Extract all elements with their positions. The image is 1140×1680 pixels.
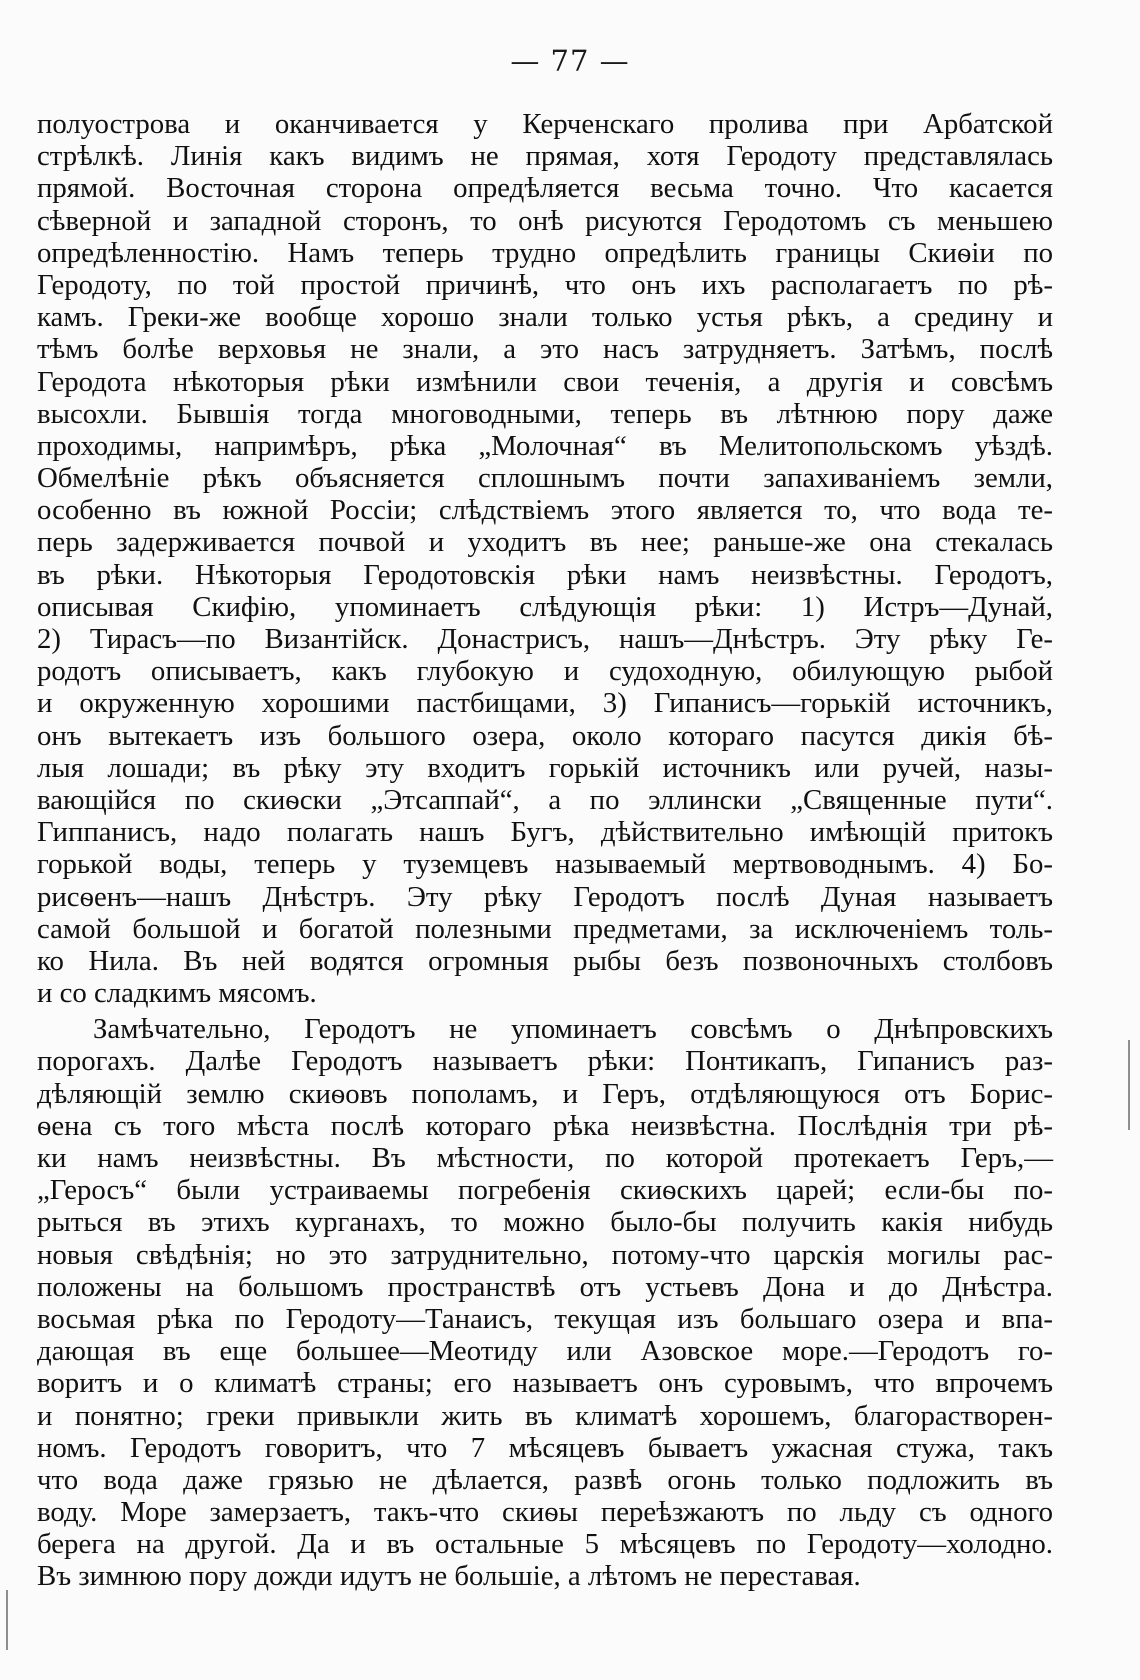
text-line: Гиппанисъ, надо полагать нашъ Бугъ, дѣйствительно имѣющій притокъ bbox=[37, 816, 1053, 849]
page-number: — 77 — bbox=[510, 44, 630, 78]
text-line: высохли. Бывшія тогда многоводными, теперь въ лѣтнюю пору даже bbox=[37, 397, 1053, 430]
text-line: номъ. Геродотъ говоритъ, что 7 мѣсяцевъ бываетъ ужасная стужа, такъ bbox=[37, 1431, 1053, 1464]
text-line: полуострова и оканчивается у Керченскаго пролива при Арбатской bbox=[37, 108, 1053, 140]
text-line: что вода даже грязью не дѣлается, развѣ огонь только подложить въ bbox=[37, 1463, 1053, 1496]
text-line: дѣляющій землю скиѳовъ пополамъ, и Геръ, отдѣляющуюся отъ Борис- bbox=[37, 1077, 1053, 1110]
text-line: Геродоту, по той простой причинѣ, что онъ ихъ располагаетъ по рѣ- bbox=[37, 268, 1053, 301]
text-line: Геродота нѣкоторыя рѣки измѣнили свои теченія, а другія и совсѣмъ bbox=[37, 365, 1053, 398]
text-line: вающійся по скиѳски „Этсаппай“, а по эллински „Священные пути“. bbox=[37, 783, 1053, 816]
text-line: стрѣлкѣ. Линія какъ видимъ не прямая, хотя Геродоту представлялась bbox=[37, 140, 1053, 173]
text-line: Въ зимнюю пору дожди идутъ не большіе, а лѣтомъ не переставая. bbox=[37, 1560, 861, 1593]
text-line: ко Нила. Въ ней водятся огромныя рыбы безъ позвоночныхъ столбовъ bbox=[37, 944, 1053, 977]
text-line: рыться въ этихъ курганахъ, то можно было-бы получить какія нибудь bbox=[37, 1206, 1053, 1239]
text-line: и понятно; греки привыкли жить въ климатѣ хорошемъ, благорастворен- bbox=[37, 1399, 1053, 1432]
text-line: въ рѣки. Нѣкоторыя Геродотовскія рѣки намъ неизвѣстны. Геродотъ, bbox=[37, 558, 1053, 591]
text-line: восьмая рѣка по Геродоту—Танаисъ, текущая изъ большаго озера и впа- bbox=[37, 1302, 1053, 1335]
text-line: берега на другой. Да и въ остальные 5 мѣсяцевъ по Геродоту—холодно. bbox=[37, 1528, 1053, 1561]
text-line: опредѣленностію. Намъ теперь трудно опредѣлить границы Скиѳіи по bbox=[37, 236, 1053, 269]
text-line: лыя лошади; въ рѣку эту входитъ горькій источникъ или ручей, назы- bbox=[37, 751, 1053, 784]
text-line: и со сладкимъ мясомъ. bbox=[37, 977, 317, 1010]
scan-edge-mark bbox=[6, 1590, 8, 1650]
text-line: особенно въ южной Россіи; слѣдствіемъ этого является то, что вода те- bbox=[37, 494, 1053, 527]
paragraph bbox=[37, 108, 1053, 1009]
paragraph bbox=[37, 1013, 1053, 1592]
text-line: описывая Скифію, упоминаетъ слѣдующія рѣки: 1) Истръ—Дунай, bbox=[37, 590, 1053, 623]
text-line: онъ вытекаетъ изъ большого озера, около котораго пасутся дикія бѣ- bbox=[37, 719, 1053, 752]
text-line: родотъ описываетъ, какъ глубокую и судоходную, обилующую рыбой bbox=[37, 655, 1053, 688]
text-line: воритъ и о климатѣ страны; его называетъ онъ суровымъ, что впрочемъ bbox=[37, 1367, 1053, 1400]
text-line: проходимы, напримѣръ, рѣка „Молочная“ въ Мелитопольскомъ уѣздѣ. bbox=[37, 429, 1053, 462]
text-line: горькой воды, теперь у туземцевъ называемый мертвоводнымъ. 4) Бо- bbox=[37, 848, 1053, 881]
body-text bbox=[37, 108, 1053, 1593]
text-line: Обмелѣніе рѣкъ объясняется сплошнымъ почти запахиваніемъ земли, bbox=[37, 462, 1053, 495]
text-line: перь задерживается почвой и уходитъ въ нее; раньше-же она стекалась bbox=[37, 526, 1053, 559]
text-line: прямой. Восточная сторона опредѣляется весьма точно. Что касается bbox=[37, 172, 1053, 205]
text-line: порогахъ. Далѣе Геродотъ называетъ рѣки: Понтикапъ, Гипанисъ раз- bbox=[37, 1045, 1053, 1078]
text-line: самой большой и богатой полезными предметами, за исключеніемъ толь- bbox=[37, 912, 1053, 945]
text-line: новыя свѣдѣнія; но это затруднительно, потому-что царскія могилы рас- bbox=[37, 1238, 1053, 1271]
text-line: дающая въ еще большее—Меотиду или Азовское море.—Геродотъ го- bbox=[37, 1335, 1053, 1368]
text-line: рисѳенъ—нашъ Днѣстръ. Эту рѣку Геродотъ послѣ Дуная называетъ bbox=[37, 880, 1053, 913]
text-line: тѣмъ болѣе верховья не знали, а это насъ затрудняетъ. Затѣмъ, послѣ bbox=[37, 333, 1053, 366]
text-line: 2) Тирасъ—по Византійск. Донастрисъ, нашъ—Днѣстръ. Эту рѣку Ге- bbox=[37, 623, 1053, 655]
text-line: камъ. Греки-же вообще хорошо знали только устья рѣкъ, а средину и bbox=[37, 301, 1053, 334]
text-line: „Геросъ“ были устраиваемы погребенія скиѳскихъ царей; если-бы по- bbox=[37, 1174, 1053, 1207]
text-line: Замѣчательно, Геродотъ не упоминаетъ совсѣмъ о Днѣпровскихъ bbox=[93, 1013, 1053, 1046]
text-line: ки намъ неизвѣстны. Въ мѣстности, по которой протекаетъ Геръ,— bbox=[37, 1142, 1053, 1174]
text-line: положены на большомъ пространствѣ отъ устьевъ Дона и до Днѣстра. bbox=[37, 1270, 1053, 1303]
scan-edge-mark bbox=[1128, 1040, 1130, 1130]
text-line: воду. Море замерзаетъ, такъ-что скиѳы переѣзжаютъ по льду съ одного bbox=[37, 1496, 1053, 1529]
text-line: сѣверной и западной сторонъ, то онѣ рисуются Геродотомъ съ меньшею bbox=[37, 204, 1053, 237]
text-line: и окруженную хорошими пастбищами, 3) Гипанисъ—горькій источникъ, bbox=[37, 687, 1053, 720]
text-line: ѳена съ того мѣста послѣ котораго рѣка неизвѣстна. Послѣднія три рѣ- bbox=[37, 1109, 1053, 1142]
